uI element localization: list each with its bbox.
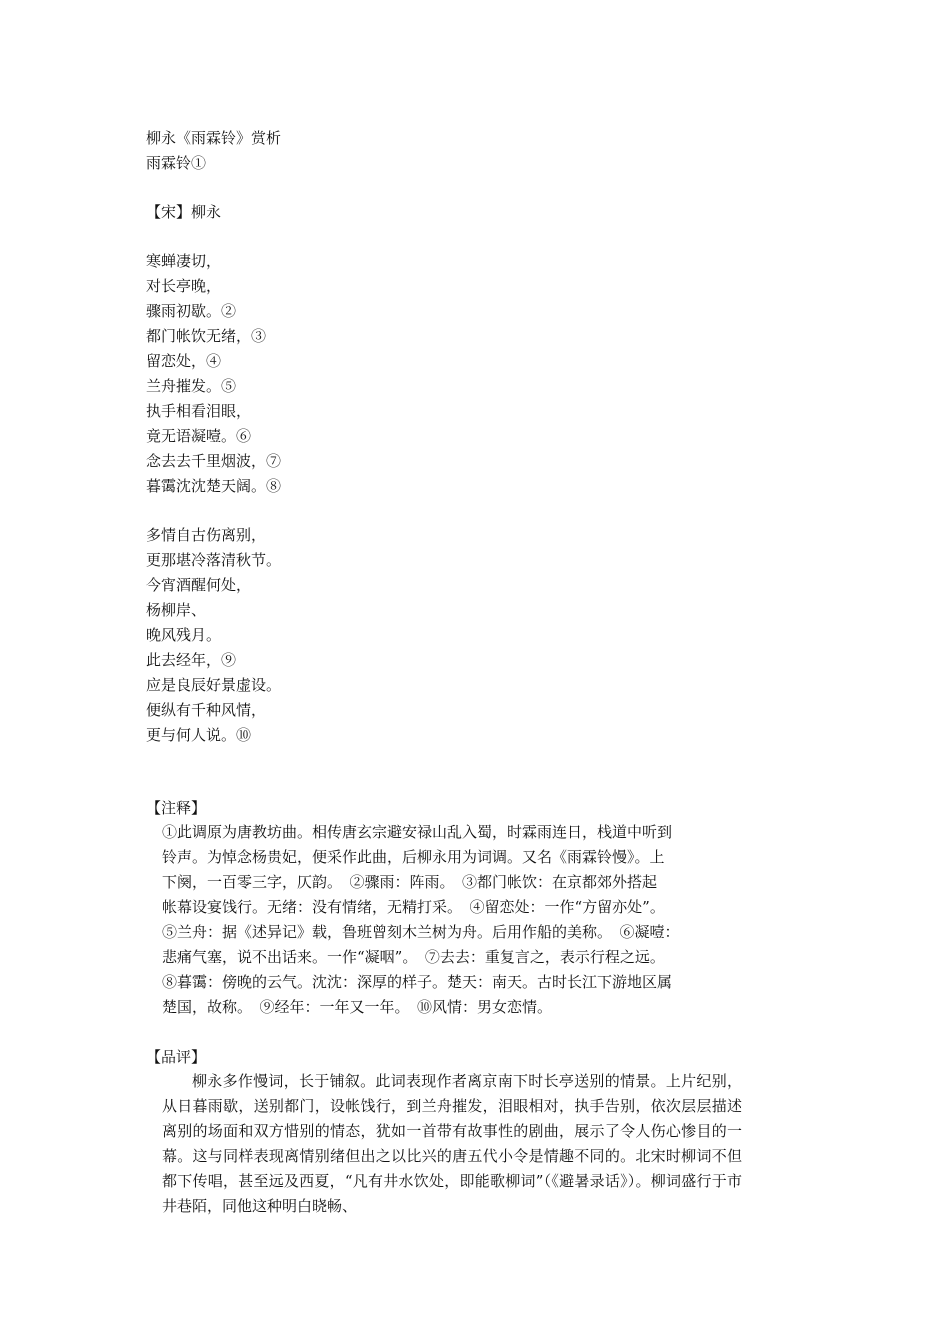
poem-line: 今宵酒醒何处， (146, 576, 252, 594)
poem-line: 竟无语凝噎。⑥ (146, 427, 252, 445)
poem-line: 多情自古伤离别， (146, 526, 267, 544)
poem-line: 便纵有千种风情， (146, 701, 267, 719)
poem-title: 雨霖铃① (146, 154, 207, 172)
poem-line: 都门帐饮无绪，③ (146, 327, 267, 345)
poem-line: 执手相看泪眼， (146, 402, 252, 420)
poem-line: 暮霭沈沈楚天阔。⑧ (146, 477, 282, 495)
poem-line: 骤雨初歇。② (146, 302, 237, 320)
poem-line: 杨柳岸、 (146, 601, 207, 619)
poem-line: 兰舟摧发。⑤ (146, 377, 237, 395)
document-title: 柳永《雨霖铃》赏析 (146, 129, 282, 147)
poem-stanza-2 (146, 523, 281, 748)
poem-line: 更那堪冷落清秋节。 (146, 551, 282, 569)
poem-line: 念去去千里烟波，⑦ (146, 452, 282, 470)
review-heading: 【品评】 (146, 1048, 207, 1066)
review-text: 柳永多作慢词，长于铺叙。此词表现作者离京南下时长亭送别的情景。上片纪别，从日暮雨歇，送别都门，设帐饯行，到兰舟摧发，泪眼相对，执手告别，依次层层描述离别的场面和双方惜别的情态，犹如一首带有故事性的剧曲，展示了令人伤心惨目的一幕。这与同样表现离情别绪但出之以比兴的唐五代小令是情趣不同的。北宋时柳词不但都下传唱，甚至远及西夏，“凡有井水饮处，即能歌柳词”（《避暑录话》）。柳词盛行于市井巷陌，同他这种明白晓畅、 (162, 1072, 742, 1215)
poem-line: 更与何人说。⑩ (146, 726, 252, 744)
poem-line: 应是良辰好景虚设。 (146, 676, 282, 694)
poem-author: 【宋】柳永 (146, 203, 222, 221)
poem-line: 此去经年，⑨ (146, 651, 237, 669)
title-block (146, 126, 281, 176)
poem-line: 留恋处，④ (146, 352, 222, 370)
poem-stanza-1 (146, 249, 281, 499)
notes-text: ①此调原为唐教坊曲。相传唐玄宗避安禄山乱入蜀，时霖雨连日，栈道中听到 铃声。为悼念杨贵妃，便采作此曲，后柳永用为词调。又名《雨霖铃慢》。上 下阕，一百零三字，仄韵。 ②骤雨：阵雨。 ③都门帐饮：在京都郊外搭起 帐幕设宴饯行。无绪：没有情绪，无精打采。 ④留恋处：一作“方留亦处”。 ⑤兰舟：据《述异记》载，鲁班曾刻木兰树为舟。后用作船的美称。 ⑥凝噎： 悲痛气塞，说不出话来。一作“凝咽”。 ⑦去去：重复言之，表示行程之远。 ⑧暮霭：傍晚的云气。沈沈：深厚的样子。楚天：南天。古时长江下游地区属 楚国，故称。 ⑨经年：一年又一年。 ⑩风情：男女恋情。 (162, 823, 680, 1016)
poem-line: 对长亭晚， (146, 277, 222, 295)
poem-line: 晚风残月。 (146, 626, 222, 644)
notes-heading: 【注释】 (146, 799, 207, 817)
poem-line: 寒蝉凄切， (146, 252, 222, 270)
